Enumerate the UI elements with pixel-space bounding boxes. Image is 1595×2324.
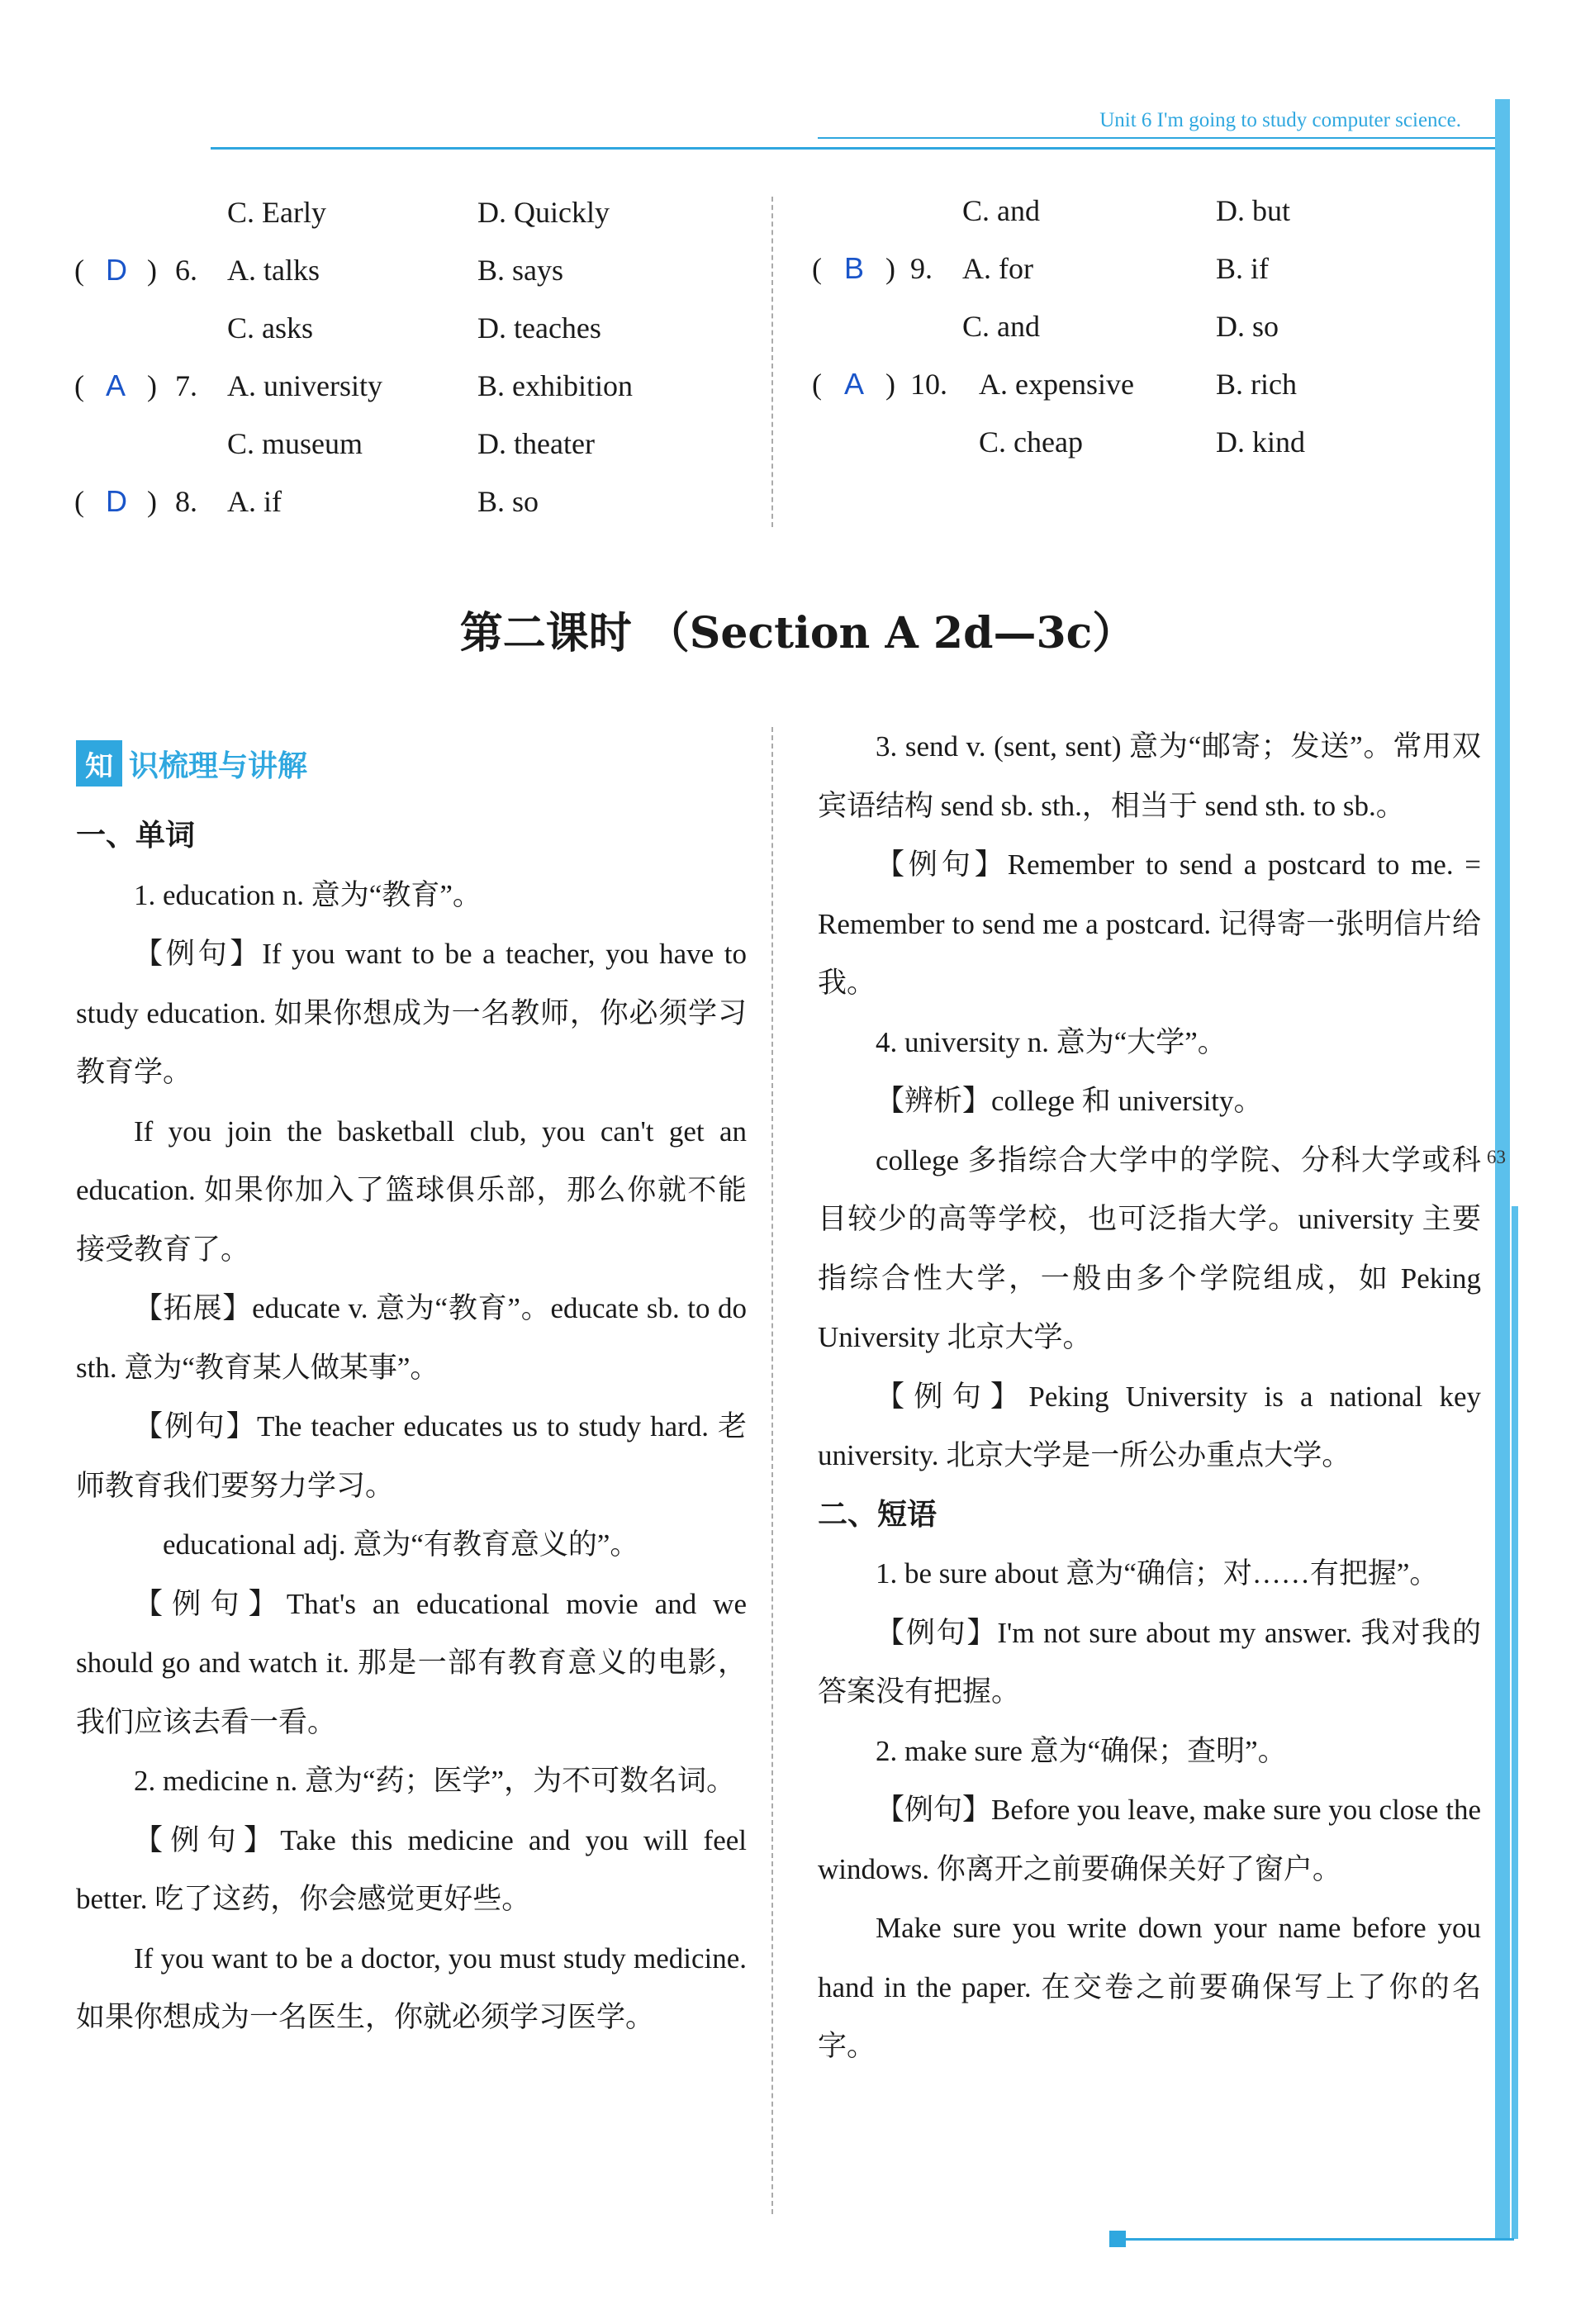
paragraph: 1. be sure about 意为“确信；对……有把握”。 (876, 1557, 1439, 1590)
paragraph: 【例句】Remember to send a postcard to me. = Remember to send me a postcard. 记得寄一张明信片给我。 (818, 848, 1481, 999)
answer: B (844, 251, 865, 285)
bracket-close: ) (147, 254, 157, 287)
heading-words: 一、单词 (76, 819, 196, 853)
option: C. Early (227, 196, 326, 229)
option: B. if (1216, 252, 1270, 285)
paragraph: 3. send v. (sent, sent) 意为“邮寄；发送”。常用双宾语结构 send sb. sth.，相当于 send sth. to sb.。 (818, 730, 1481, 822)
option: B. exhibition (477, 369, 633, 402)
bracket-close: ) (147, 485, 157, 518)
paragraph: If you join the basketball club, you can't get an education. 如果你加入了篮球俱乐部，那么你就不能接受教育了。 (76, 1114, 747, 1266)
answer: A (844, 367, 865, 401)
heading-phrases: 二、短语 (818, 1497, 938, 1532)
side-bar-inner (1512, 1206, 1518, 2239)
paragraph: 【辨析】college 和 university。 (876, 1085, 1263, 1117)
option: C. museum (227, 427, 363, 460)
option: C. and (962, 194, 1040, 227)
option: C. cheap (979, 425, 1083, 459)
option: D. so (1216, 310, 1279, 343)
paragraph: 1. education n. 意为“教育”。 (134, 878, 482, 911)
option: C. and (962, 310, 1040, 343)
answer: D (106, 484, 127, 518)
bracket-close: ) (885, 252, 895, 285)
paragraph: 【例句】Take this medicine and you will feel better. 吃了这药，你会感觉更好些。 (76, 1823, 747, 1915)
answer: A (106, 368, 126, 402)
bottom-rule (1126, 2238, 1514, 2241)
paragraph: 【例句】The teacher educates us to study hard. 老师教育我们要努力学习。 (76, 1410, 747, 1502)
option: B. rich (1216, 368, 1297, 401)
right-column (818, 717, 1481, 2076)
bracket-close: ) (147, 369, 157, 402)
option: D. kind (1216, 425, 1305, 459)
bracket-open: ( (74, 369, 84, 402)
option: A. talks (227, 254, 320, 287)
paragraph: If you want to be a doctor, you must study medicine. 如果你想成为一名医生，你就必须学习医学。 (76, 1941, 747, 2033)
page-number: 63 (1487, 1147, 1506, 1167)
paragraph: 【例句】That's an educational movie and we should go and watch it. 那是一部有教育意义的电影，我们应该去看一看。 (76, 1587, 747, 1738)
bracket-open: ( (812, 368, 822, 401)
question-number: 9. (910, 252, 933, 285)
option: C. asks (227, 311, 314, 345)
option: D. Quickly (477, 196, 610, 229)
option: D. theater (477, 427, 595, 460)
paragraph: 2. make sure 意为“确保；查明”。 (876, 1734, 1287, 1767)
bracket-open: ( (74, 254, 84, 287)
side-bar (1495, 99, 1510, 2239)
header-rule-upper (818, 137, 1507, 139)
paragraph: 4. university n. 意为“大学”。 (876, 1025, 1227, 1058)
unit-header: Unit 6 I'm going to study computer science. (1099, 109, 1461, 131)
question-number: 8. (175, 485, 197, 518)
paragraph: 【例句】Before you leave, make sure you close the windows. 你离开之前要确保关好了窗户。 (818, 1794, 1481, 1885)
option: B. says (477, 254, 564, 287)
column-divider (771, 727, 773, 2214)
paragraph: 2. medicine n. 意为“药；医学”，为不可数名词。 (134, 1765, 736, 1797)
section-badge-label: 识梳理与讲解 (129, 749, 308, 783)
paragraph: 【例句】I'm not sure about my answer. 我对我的答案没有把握。 (818, 1616, 1481, 1708)
option: D. teaches (477, 311, 601, 345)
knowledge-icon: 知 (76, 740, 122, 787)
option: B. so (477, 485, 539, 518)
lesson-title: 第二课时 （Section A 2d—3c） (459, 608, 1136, 658)
column-divider-top (771, 197, 773, 527)
bracket-open: ( (74, 485, 84, 518)
answer: D (106, 253, 127, 287)
bracket-open: ( (812, 252, 822, 285)
question-number: 7. (175, 369, 197, 402)
section-badge (76, 740, 307, 787)
header-rule (211, 147, 1507, 150)
corner-square (1109, 2231, 1126, 2247)
paragraph: 【例句】If you want to be a teacher, you have to study education. 如果你想成为一名教师，你必须学习教育学。 (76, 938, 747, 1088)
paragraph: 【例句】Peking University is a national key university. 北京大学是一所公办重点大学。 (818, 1380, 1481, 1471)
option: D. but (1216, 194, 1290, 227)
option: A. for (962, 252, 1033, 285)
bracket-close: ) (885, 368, 895, 401)
left-column (76, 806, 747, 2047)
question-number: 6. (175, 254, 197, 287)
option: A. university (227, 369, 382, 402)
paragraph: 【拓展】educate v. 意为“教育”。educate sb. to do sth. 意为“教育某人做某事”。 (76, 1292, 747, 1384)
paragraph: educational adj. 意为“有教育意义的”。 (163, 1528, 639, 1561)
paragraph: Make sure you write down your name before you hand in the paper. 在交卷之前要确保写上了你的名字。 (818, 1912, 1481, 2062)
paragraph: college 多指综合大学中的学院、分科大学或科目较少的高等学校，也可泛指大学。university 主要指综合性大学，一般由多个学院组成，如 Peking University 北京大学。 (818, 1143, 1481, 1353)
question-number: 10. (910, 368, 947, 401)
option: A. if (227, 485, 282, 518)
option: A. expensive (979, 368, 1134, 401)
